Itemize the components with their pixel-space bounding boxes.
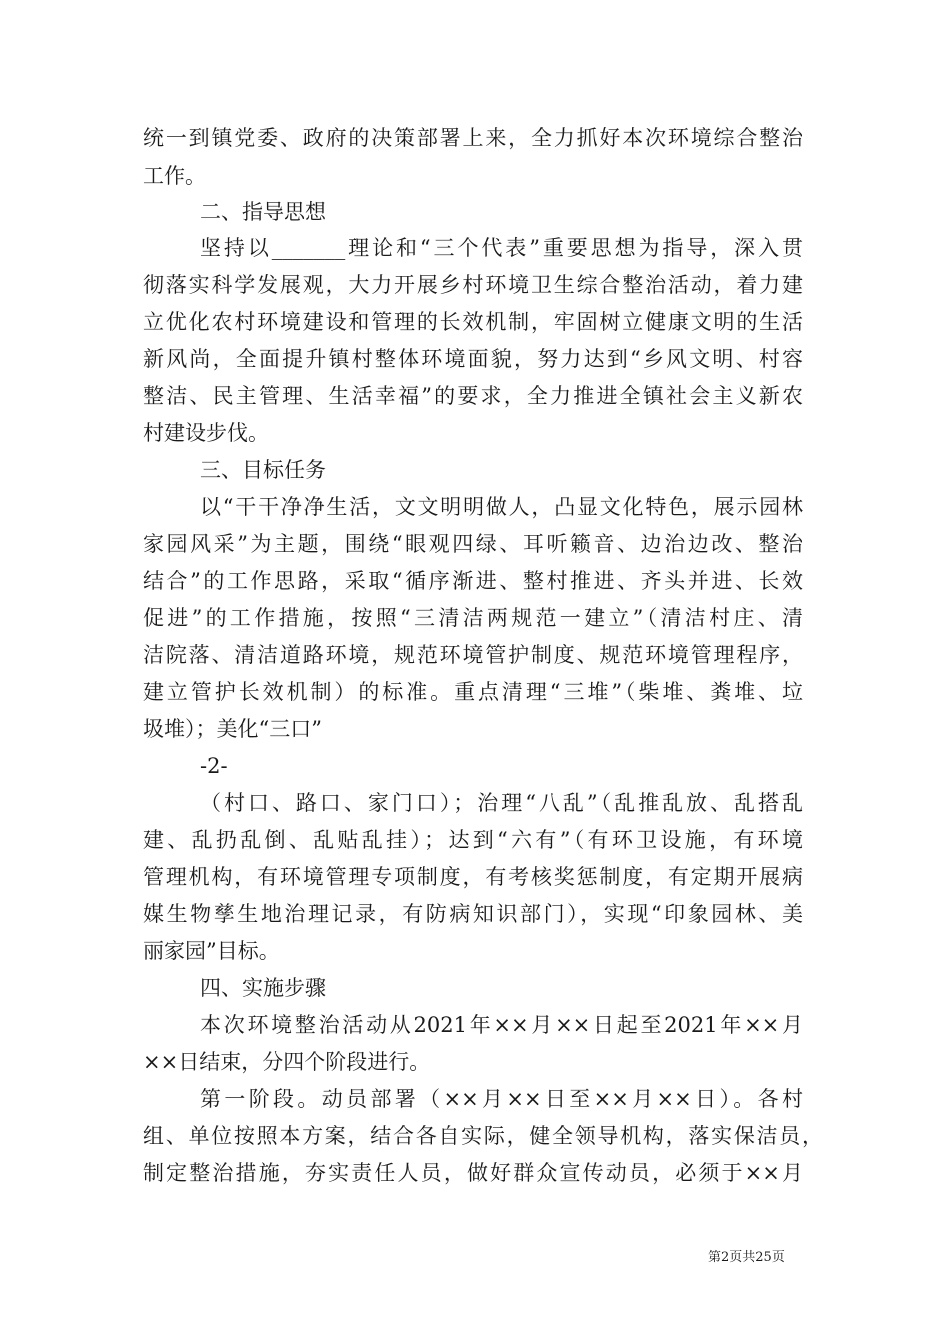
text-line: 坚持以_______理论和“三个代表”重要思想为指导，深入贯: [200, 236, 803, 260]
text-line: 圾堆）；美化“三口”: [143, 717, 322, 741]
text-line: 统一到镇党委、政府的决策部署上来，全力抓好本次环境综合整治: [143, 126, 803, 150]
section-heading: 三、目标任务: [200, 458, 326, 482]
text-line: ××日结束，分四个阶段进行。: [143, 1050, 431, 1074]
text-line: 立优化农村环境建设和管理的长效机制，牢固树立健康文明的生活: [143, 310, 803, 334]
text-line: 以“干干净净生活，文文明明做人，凸显文化特色，展示园林: [200, 495, 803, 519]
text-line: （村口、路口、家门口）；治理“八乱”（乱推乱放、乱搭乱: [200, 791, 803, 815]
text-line: 丽家园”目标。: [143, 939, 280, 963]
text-line: 彻落实科学发展观，大力开展乡村环境卫生综合整治活动，着力建: [143, 273, 803, 297]
text-line: 工作。: [143, 164, 206, 188]
text-line: 制定整治措施，夯实责任人员，做好群众宣传动员，必须于××月: [143, 1161, 803, 1185]
text-line: 媒生物孳生地治理记录，有防病知识部门），实现“印象园林、美: [143, 902, 803, 926]
section-heading: 四、实施步骤: [200, 976, 326, 1000]
text-line: 结合”的工作思路，采取“循序渐进、整村推进、齐头并进、长效: [143, 569, 803, 593]
text-line: 管理机构，有环境管理专项制度，有考核奖惩制度，有定期开展病: [143, 865, 803, 889]
section-heading: 二、指导思想: [200, 200, 326, 224]
text-line: 促进”的工作措施，按照“三清洁两规范一建立”（清洁村庄、清: [143, 606, 803, 630]
text-line: 第一阶段。动员部署（××月××日至××月××日）。各村: [200, 1087, 803, 1111]
text-line: 组、单位按照本方案，结合各自实际，健全领导机构，落实保洁员，: [143, 1124, 823, 1148]
text-line: 整洁、民主管理、生活幸福”的要求，全力推进全镇社会主义新农: [143, 384, 803, 408]
inline-page-number: -2-: [200, 754, 228, 778]
text-line: 村建设步伐。: [143, 421, 269, 445]
text-line: 建、乱扔乱倒、乱贴乱挂）；达到“六有”（有环卫设施，有环境: [143, 828, 803, 852]
text-line: 建立管护长效机制）的标准。重点清理“三堆”（柴堆、粪堆、垃: [143, 680, 803, 704]
text-line: 家园风采”为主题，围绕“眼观四绿、耳听籁音、边治边改、整治: [143, 532, 803, 556]
text-line: 本次环境整治活动从2021年××月××日起至2021年××月: [200, 1013, 803, 1037]
text-line: 洁院落、清洁道路环境，规范环境管护制度、规范环境管理程序，: [143, 643, 803, 667]
text-line: 新风尚，全面提升镇村整体环境面貌，努力达到“乡风文明、村容: [143, 347, 803, 371]
page-footer: 第2页共25页: [708, 1250, 785, 1265]
